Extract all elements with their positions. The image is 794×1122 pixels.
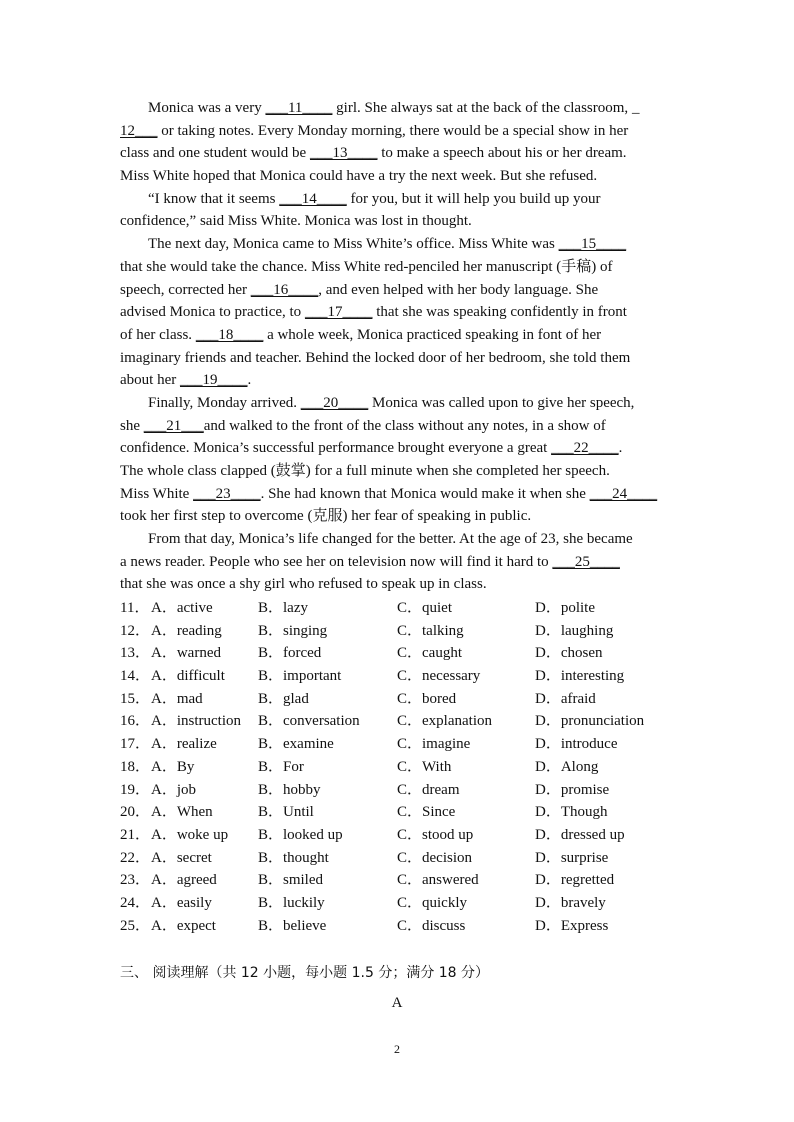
option-c: C．Since [397,804,456,821]
option-b: B．singing [258,622,328,639]
option-a: A．mad [151,690,203,707]
question-12-options [120,620,680,643]
option-d: D．interesting [535,668,625,685]
passage-line: 12___ or taking notes. Every Monday morning, there would be a special show in her [120,120,676,143]
option-d: D．Along [535,758,599,775]
blank-25: ___25____ [552,553,620,570]
option-b: B．For [258,758,304,775]
passage-line: confidence. Monica’s successful performance brought everyone a great ___22____. [120,437,676,460]
question-21-options [120,824,680,847]
question-18-options [120,756,680,779]
blank-19: ___19____ [179,372,248,389]
question-16-options [120,710,680,733]
option-b: B．Until [258,804,314,821]
option-a: A．When [151,804,213,821]
question-number: 11． [120,600,150,616]
option-b: B．important [258,668,342,685]
blank-12: 12___ [120,122,158,139]
blank-23: ___23____ [193,485,261,502]
page-number: 2 [394,1042,400,1056]
option-c: C．bored [397,690,457,707]
question-number: 23． [120,872,151,889]
passage-line: Finally, Monday arrived. ___20____ Monica was called upon to give her speech, [120,392,676,415]
option-c: C．quiet [397,600,452,616]
blank-21: ___21___ [143,417,204,434]
question-number: 12． [120,622,151,639]
question-13-options [120,642,680,665]
option-b: B．glad [258,690,309,707]
part-label: A [391,995,403,1011]
question-number: 21． [120,826,151,843]
option-a: A．easily [151,894,212,911]
blank-15: ___15____ [558,236,627,253]
option-c: C．stood up [397,826,474,843]
question-number: 19． [120,781,151,798]
option-c: C．With [397,758,452,775]
option-b: B．conversation [258,713,360,730]
option-d: D．afraid [535,690,596,707]
blank-17: ___17____ [304,304,373,321]
question-number: 17． [120,736,151,753]
passage-line: speech, corrected her ___16____, and even helped with her body language. She [120,279,676,302]
question-19-options [120,779,680,802]
option-b: B．believe [258,917,327,934]
option-a: A．agreed [151,872,217,889]
option-a: A．active [151,600,213,616]
option-a: A．realize [151,736,217,753]
passage-line: she ___21___and walked to the front of the class without any notes, in a show of [120,415,676,438]
option-a: A．expect [151,917,216,934]
passage-line: Monica was a very ___11____ girl. She always sat at the back of the classroom, _ [120,97,676,120]
option-d: D．Express [535,917,609,934]
blank-11: ___11____ [265,100,333,116]
cloze-passage [120,97,676,596]
question-14-options [120,665,680,688]
option-a: A．difficult [151,668,225,685]
option-b: B．smiled [258,872,324,889]
option-b: B．forced [258,645,322,662]
blank-18: ___18____ [195,326,264,343]
question-number: 16． [120,713,151,730]
question-15-options [120,688,680,711]
passage-line: that she was once a shy girl who refused to speak up in class. [120,576,487,593]
option-d: D．introduce [535,736,618,753]
option-d: D．laughing [535,622,614,639]
passage-line: class and one student would be ___13____ to make a speech about his or her dream. [120,142,676,165]
question-number: 22． [120,849,151,866]
question-number: 24． [120,894,151,911]
passage-line: The whole class clapped (鼓掌) for a full minute when she completed her speech. [120,463,610,479]
question-number: 14． [120,668,151,685]
option-c: C．imagine [397,736,471,753]
question-number: 25． [120,917,151,934]
option-c: C．decision [397,849,472,866]
blank-13: ___13____ [309,145,378,162]
option-d: D．surprise [535,849,609,866]
option-c: C．quickly [397,894,467,911]
question-number: 18． [120,758,151,775]
question-number: 15． [120,690,151,707]
passage-line: that she would take the chance. Miss White red-penciled her manuscript (手稿) of [120,258,613,275]
blank-14: ___14____ [279,190,347,207]
option-d: D．bravely [535,894,606,911]
option-c: C．caught [397,645,462,662]
option-b: B．lazy [258,600,308,616]
option-a: A．instruction [151,713,241,730]
passage-line: From that day, Monica’s life changed for the better. At the age of 23, she became [148,531,633,548]
passage-line: about her ___19____. [120,369,676,392]
passage-line: of her class. ___18____ a whole week, Monica practiced speaking in font of her [120,324,676,347]
option-c: C．discuss [397,917,466,934]
answer-options [120,597,680,937]
passage-line: imaginary friends and teacher. Behind the locked door of her bedroom, she told them [120,349,631,366]
option-d: D．polite [535,600,595,616]
question-number: 20． [120,804,151,821]
option-b: B．hobby [258,781,321,798]
passage-line: The next day, Monica came to Miss White’s office. Miss White was ___15____ [120,233,676,256]
option-a: A．woke up [151,826,229,843]
question-22-options [120,847,680,870]
blank-22: ___22____ [551,440,619,457]
option-a: A．secret [151,849,212,866]
question-11-options [120,597,680,620]
option-c: C．talking [397,622,464,639]
option-d: D．chosen [535,645,603,662]
option-a: A．By [151,758,195,775]
passage-line: took her first step to overcome (克服) her fear of speaking in public. [120,508,532,525]
question-20-options [120,801,680,824]
option-c: C．dream [397,781,460,798]
question-17-options [120,733,680,756]
option-d: D．pronunciation [535,713,645,730]
option-c: C．answered [397,872,479,889]
blank-20: ___20____ [300,394,369,411]
option-a: A．reading [151,622,222,639]
option-a: A．job [151,781,197,798]
option-b: B．thought [258,849,329,866]
option-d: D．regretted [535,872,615,889]
option-a: A．warned [151,645,221,662]
option-c: C．necessary [397,668,481,685]
passage-line: Miss White hoped that Monica could have a try the next week. But she refused. [120,168,598,185]
option-b: B．looked up [258,826,343,843]
question-number: 13． [120,645,151,662]
passage-line: “I know that it seems ___14____ for you, but it will help you build up your [120,188,676,211]
section-heading: 三、 阅读理解（共 12 小题，每小题 1.5 分；满分 18 分） [120,965,490,981]
option-c: C．explanation [397,713,492,730]
option-d: D．promise [535,781,610,798]
passage-line: a news reader. People who see her on television now will find it hard to ___25____ [120,551,676,574]
blank-24: ___24____ [589,485,658,502]
option-d: D．dressed up [535,826,625,843]
option-d: D．Though [535,804,608,821]
question-25-options [120,915,680,938]
option-b: B．luckily [258,894,325,911]
question-23-options [120,869,680,892]
option-b: B．examine [258,736,334,753]
passage-line: Miss White ___23____. She had known that Monica would make it when she ___24____ [120,483,676,506]
question-24-options [120,892,680,915]
passage-line: confidence,” said Miss White. Monica was lost in thought. [120,213,472,230]
passage-line: advised Monica to practice, to ___17____ that she was speaking confidently in front [120,301,676,324]
blank-16: ___16____ [250,281,319,298]
